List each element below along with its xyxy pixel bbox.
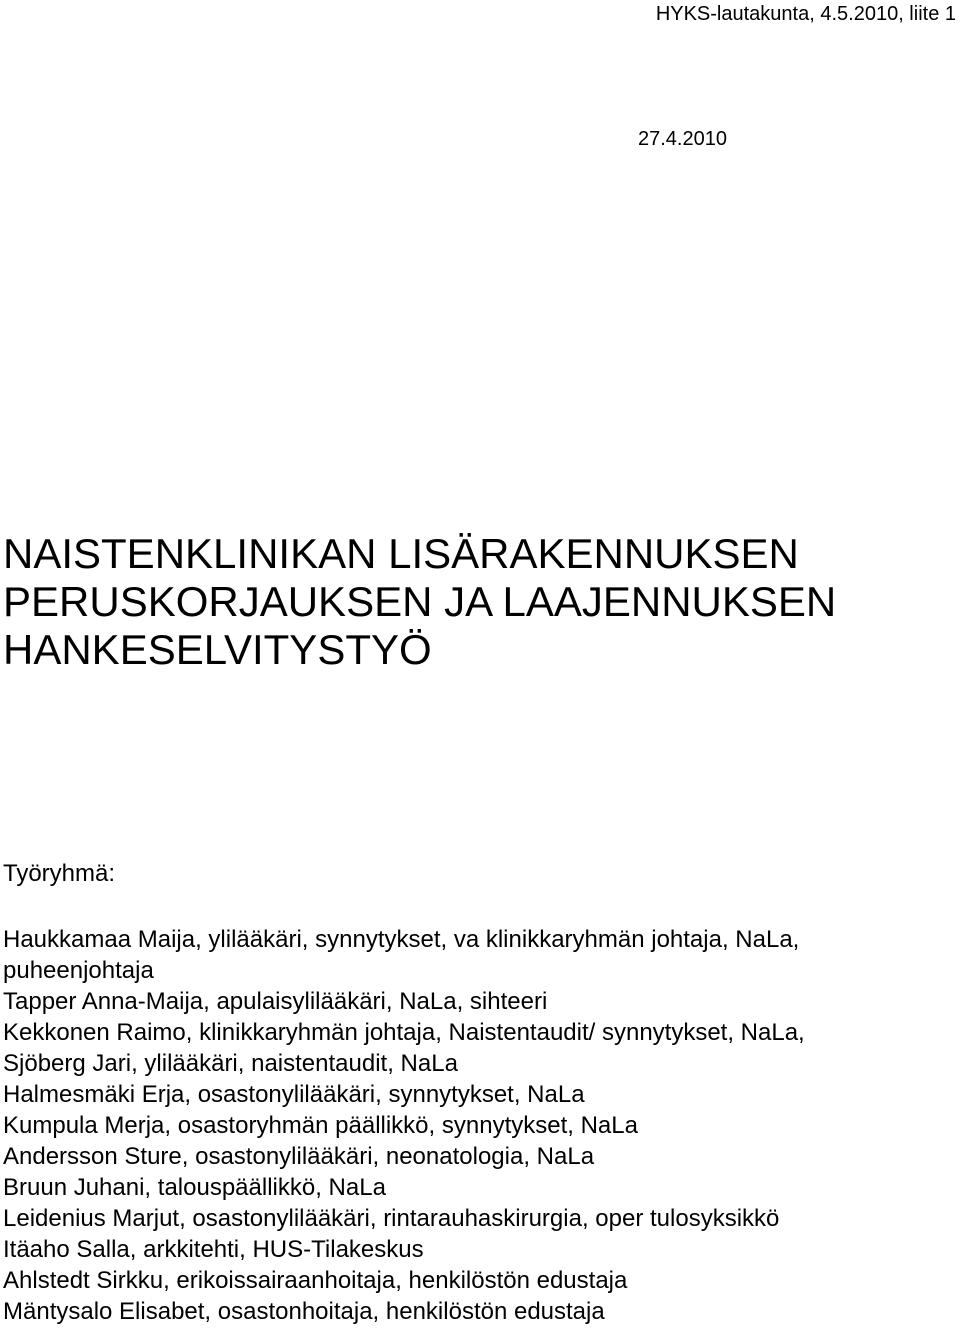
member-line: Tapper Anna-Maija, apulaisylilääkäri, NaLa, sihteeri xyxy=(3,988,548,1015)
working-group-members xyxy=(3,924,958,1327)
working-group-label: Työryhmä: xyxy=(3,860,116,887)
member-line: Itäaho Salla, arkkitehti, HUS-Tilakeskus xyxy=(3,1236,424,1263)
member-line: Halmesmäki Erja, osastonylilääkäri, synnytykset, NaLa xyxy=(3,1081,585,1108)
title-line: PERUSKORJAUKSEN JA LAAJENNUKSEN xyxy=(3,578,837,625)
member-line: Bruun Juhani, talouspäällikkö, NaLa xyxy=(3,1174,386,1201)
title-line: NAISTENKLINIKAN LISÄRAKENNUKSEN xyxy=(3,530,799,577)
member-line: Sjöberg Jari, ylilääkäri, naistentaudit, NaLa xyxy=(3,1050,458,1077)
member-line: Kumpula Merja, osastoryhmän päällikkö, synnytykset, NaLa xyxy=(3,1112,638,1139)
document-title xyxy=(3,530,953,674)
document-reference: HYKS-lautakunta, 4.5.2010, liite 1 xyxy=(655,3,956,25)
member-line: puheenjohtaja xyxy=(3,957,154,984)
document-date: 27.4.2010 xyxy=(638,128,727,150)
member-line: Haukkamaa Maija, ylilääkäri, synnytykset, va klinikkaryhmän johtaja, NaLa, xyxy=(3,926,800,953)
member-line: Leidenius Marjut, osastonylilääkäri, rintarauhaskirurgia, oper tulosyksikkö xyxy=(3,1205,780,1232)
title-line: HANKESELVITYSTYÖ xyxy=(3,626,432,673)
member-line: Ahlstedt Sirkku, erikoissairaanhoitaja, henkilöstön edustaja xyxy=(3,1267,628,1294)
member-line: Andersson Sture, osastonylilääkäri, neonatologia, NaLa xyxy=(3,1143,595,1170)
member-line: Mäntysalo Elisabet, osastonhoitaja, henkilöstön edustaja xyxy=(3,1298,605,1325)
member-line: Kekkonen Raimo, klinikkaryhmän johtaja, Naistentaudit/ synnytykset, NaLa, xyxy=(3,1019,805,1046)
